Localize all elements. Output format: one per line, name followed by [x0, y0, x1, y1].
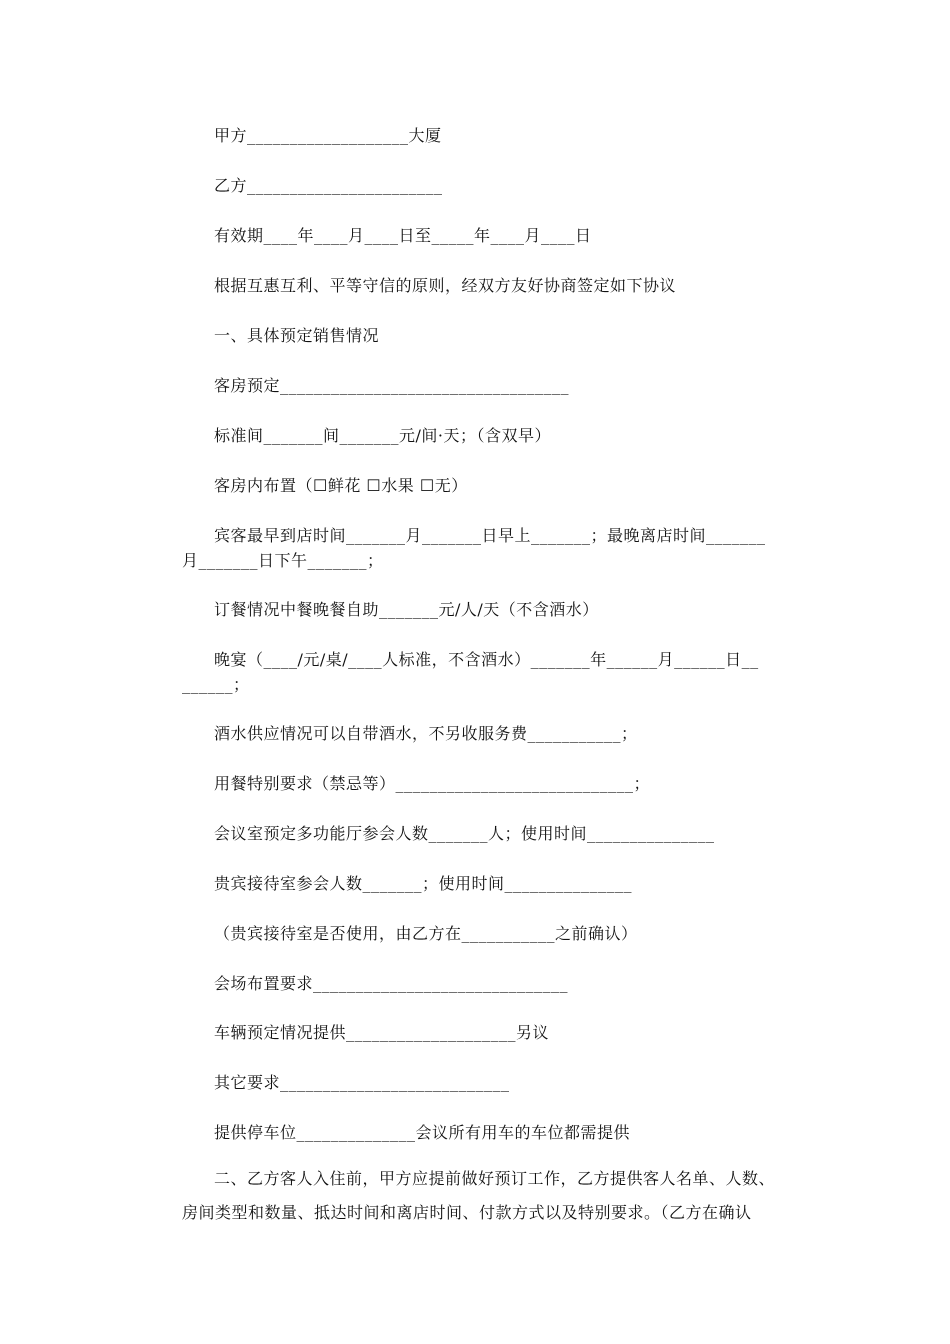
- party-a-line: 甲方___________________大厦: [214, 126, 442, 145]
- validity-period-line: 有效期____年____月____日至_____年____月____日: [214, 226, 592, 245]
- other-requirements-line: 其它要求___________________________: [214, 1073, 510, 1092]
- meal-booking-line: 订餐情况中餐晚餐自助_______元/人/天（不含酒水）: [214, 600, 599, 619]
- arrival-time-line: 宾客最早到店时间_______月_______日早上_______；最晚离店时间_______: [214, 526, 766, 545]
- standard-room-line: 标准间_______间_______元/间·天；（含双早）: [214, 426, 551, 445]
- vip-room-line: 贵宾接待室参会人数_______；使用时间_______________: [214, 874, 633, 893]
- vehicle-booking-line: 车辆预定情况提供____________________另议: [214, 1023, 550, 1042]
- meeting-room-line: 会议室预定多功能厅参会人数_______人；使用时间_______________: [214, 824, 715, 843]
- dietary-requirements-line: 用餐特别要求（禁忌等）____________________________；: [214, 774, 651, 793]
- venue-layout-line: 会场布置要求______________________________: [214, 974, 569, 993]
- agreement-intro-line: 根据互惠互利、平等守信的原则，经双方友好协商签定如下协议: [214, 276, 677, 295]
- parking-line: 提供停车位______________会议所有用车的车位都需提供: [214, 1123, 631, 1142]
- section-two-paragraph: 二、乙方客人入住前，甲方应提前做好预订工作，乙方提供客人名单、人数、房间类型和数量、抵达时间和离店时间、付款方式以及特别要求。（乙方在确认: [182, 1169, 776, 1222]
- room-booking-line: 客房预定__________________________________: [214, 376, 570, 395]
- section-one-heading: 一、具体预定销售情况: [214, 326, 380, 345]
- vip-room-confirm-line: （贵宾接待室是否使用，由乙方在___________之前确认）: [214, 924, 638, 943]
- banquet-line: 晚宴（____/元/桌/____人标准，不含酒水）_______年______月______日__: [214, 650, 759, 669]
- banquet-line-cont: ______；: [182, 675, 250, 694]
- party-b-line: 乙方_______________________: [214, 176, 443, 195]
- room-decoration-line: 客房内布置（☐鲜花 ☐水果 ☐无）: [214, 476, 468, 495]
- arrival-time-line-cont: 月_______日下午_______；: [182, 551, 384, 570]
- beverage-supply-line: 酒水供应情况可以自带酒水，不另收服务费___________；: [214, 724, 638, 743]
